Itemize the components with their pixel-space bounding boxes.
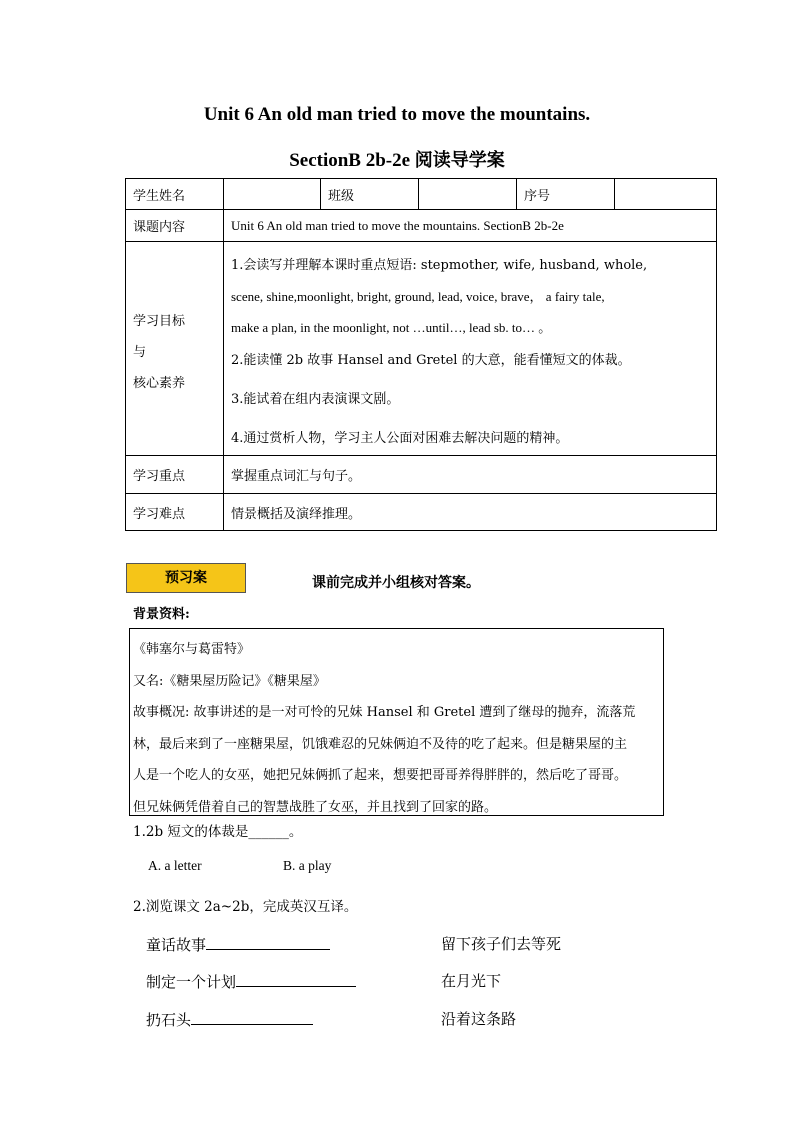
goal-1-line-2: scene, shine,moonlight, bright, ground, lead, voice, brave， a fairy tale, — [231, 288, 605, 304]
goals-label-line-3: 核心素养 — [133, 376, 186, 391]
answer-blank-2[interactable] — [236, 970, 356, 987]
phrase-right-2: 在月光下 — [441, 972, 502, 990]
goal-1-line-1: 1.会读写并理解本课时重点短语: stepmother, wife, husband, whole, — [231, 257, 648, 273]
answer-blank-3[interactable] — [191, 1008, 313, 1025]
preview-instruction: 课前完成并小组核对答案。 — [312, 575, 480, 591]
question-1-options — [148, 858, 331, 874]
background-line-6: 但兄妹俩凭借着自己的智慧战胜了女巫，并且找到了回家的路。 — [133, 799, 498, 815]
background-line-3: 故事概况: 故事讲述的是一对可怜的兄妹 Hansel 和 Gretel 遭到了继母的抛弃，流落荒 — [133, 705, 636, 720]
background-label: 背景资料: — [133, 607, 190, 622]
preview-badge: 预习案 — [126, 563, 246, 593]
key-points-label: 学习重点 — [126, 456, 224, 494]
row-difficulties — [126, 494, 717, 531]
student-name-field[interactable] — [224, 179, 321, 210]
goal-2: 2.能读懂 2b 故事 Hansel and Gretel 的大意，能看懂短文的体裁。 — [231, 352, 631, 368]
goals-label-line-1: 学习目标 — [133, 314, 186, 329]
class-label: 班级 — [321, 179, 419, 210]
background-line-2: 又名:《糖果屋历险记》《糖果屋》 — [133, 673, 326, 689]
background-line-5: 人是一个吃人的女巫，她把兄妹俩抓了起来，想要把哥哥养得胖胖的，然后吃了哥哥。 — [133, 768, 628, 783]
question-1: 1.2b 短文的体裁是______。 — [133, 824, 303, 840]
title-doc-type: 阅读导学案 — [414, 150, 505, 171]
phrase-left-2: 制定一个计划 — [146, 973, 237, 991]
goal-1-line-3: make a plan, in the moonlight, not …until…, lead sb. to… 。 — [231, 319, 552, 335]
phrase-left-1: 童话故事 — [146, 936, 207, 954]
class-field[interactable] — [419, 179, 517, 210]
background-line-4: 林，最后来到了一座糖果屋，饥饿难忍的兄妹俩迫不及待的吃了起来。但是糖果屋的主 — [133, 736, 628, 752]
translation-left-1 — [146, 933, 330, 955]
row-topic — [126, 210, 717, 242]
answer-blank-1[interactable] — [206, 933, 330, 950]
goal-4: 4.通过赏析人物，学习主人公面对困难去解决问题的精神。 — [231, 430, 569, 446]
topic-value: Unit 6 An old man tried to move the mountains. SectionB 2b-2e — [224, 210, 717, 242]
seat-number-label: 序号 — [517, 179, 615, 210]
option-b[interactable]: B. a play — [283, 858, 332, 873]
goal-3: 3.能试着在组内表演课文剧。 — [231, 391, 400, 407]
title-section: SectionB 2b-2e — [289, 150, 415, 171]
info-table — [125, 178, 717, 531]
title-line-2 — [0, 146, 794, 172]
translation-left-2 — [146, 970, 356, 992]
background-line-1: 《韩塞尔与葛雷特》 — [133, 642, 251, 657]
goals-content — [224, 242, 717, 456]
topic-label: 课题内容 — [126, 210, 224, 242]
phrase-left-3: 扔石头 — [146, 1011, 192, 1029]
phrase-right-3: 沿着这条路 — [441, 1010, 517, 1028]
goals-label-line-2: 与 — [133, 345, 147, 360]
row-student — [126, 179, 717, 210]
row-goals — [126, 242, 717, 456]
translation-left-3 — [146, 1008, 313, 1030]
row-key-points — [126, 456, 717, 494]
seat-number-field[interactable] — [615, 179, 717, 210]
question-2: 2.浏览课文 2a~2b，完成英汉互译。 — [133, 899, 358, 915]
phrase-right-1: 留下孩子们去等死 — [441, 935, 562, 953]
difficulties-value: 情景概括及演绎推理。 — [224, 494, 717, 531]
title-line-1: Unit 6 An old man tried to move the mountains. — [203, 104, 591, 125]
background-box — [129, 628, 664, 816]
key-points-value: 掌握重点词汇与句子。 — [224, 456, 717, 494]
goals-label — [126, 242, 224, 456]
difficulties-label: 学习难点 — [126, 494, 224, 531]
option-a[interactable]: A. a letter — [148, 858, 202, 873]
student-name-label: 学生姓名 — [126, 179, 224, 210]
